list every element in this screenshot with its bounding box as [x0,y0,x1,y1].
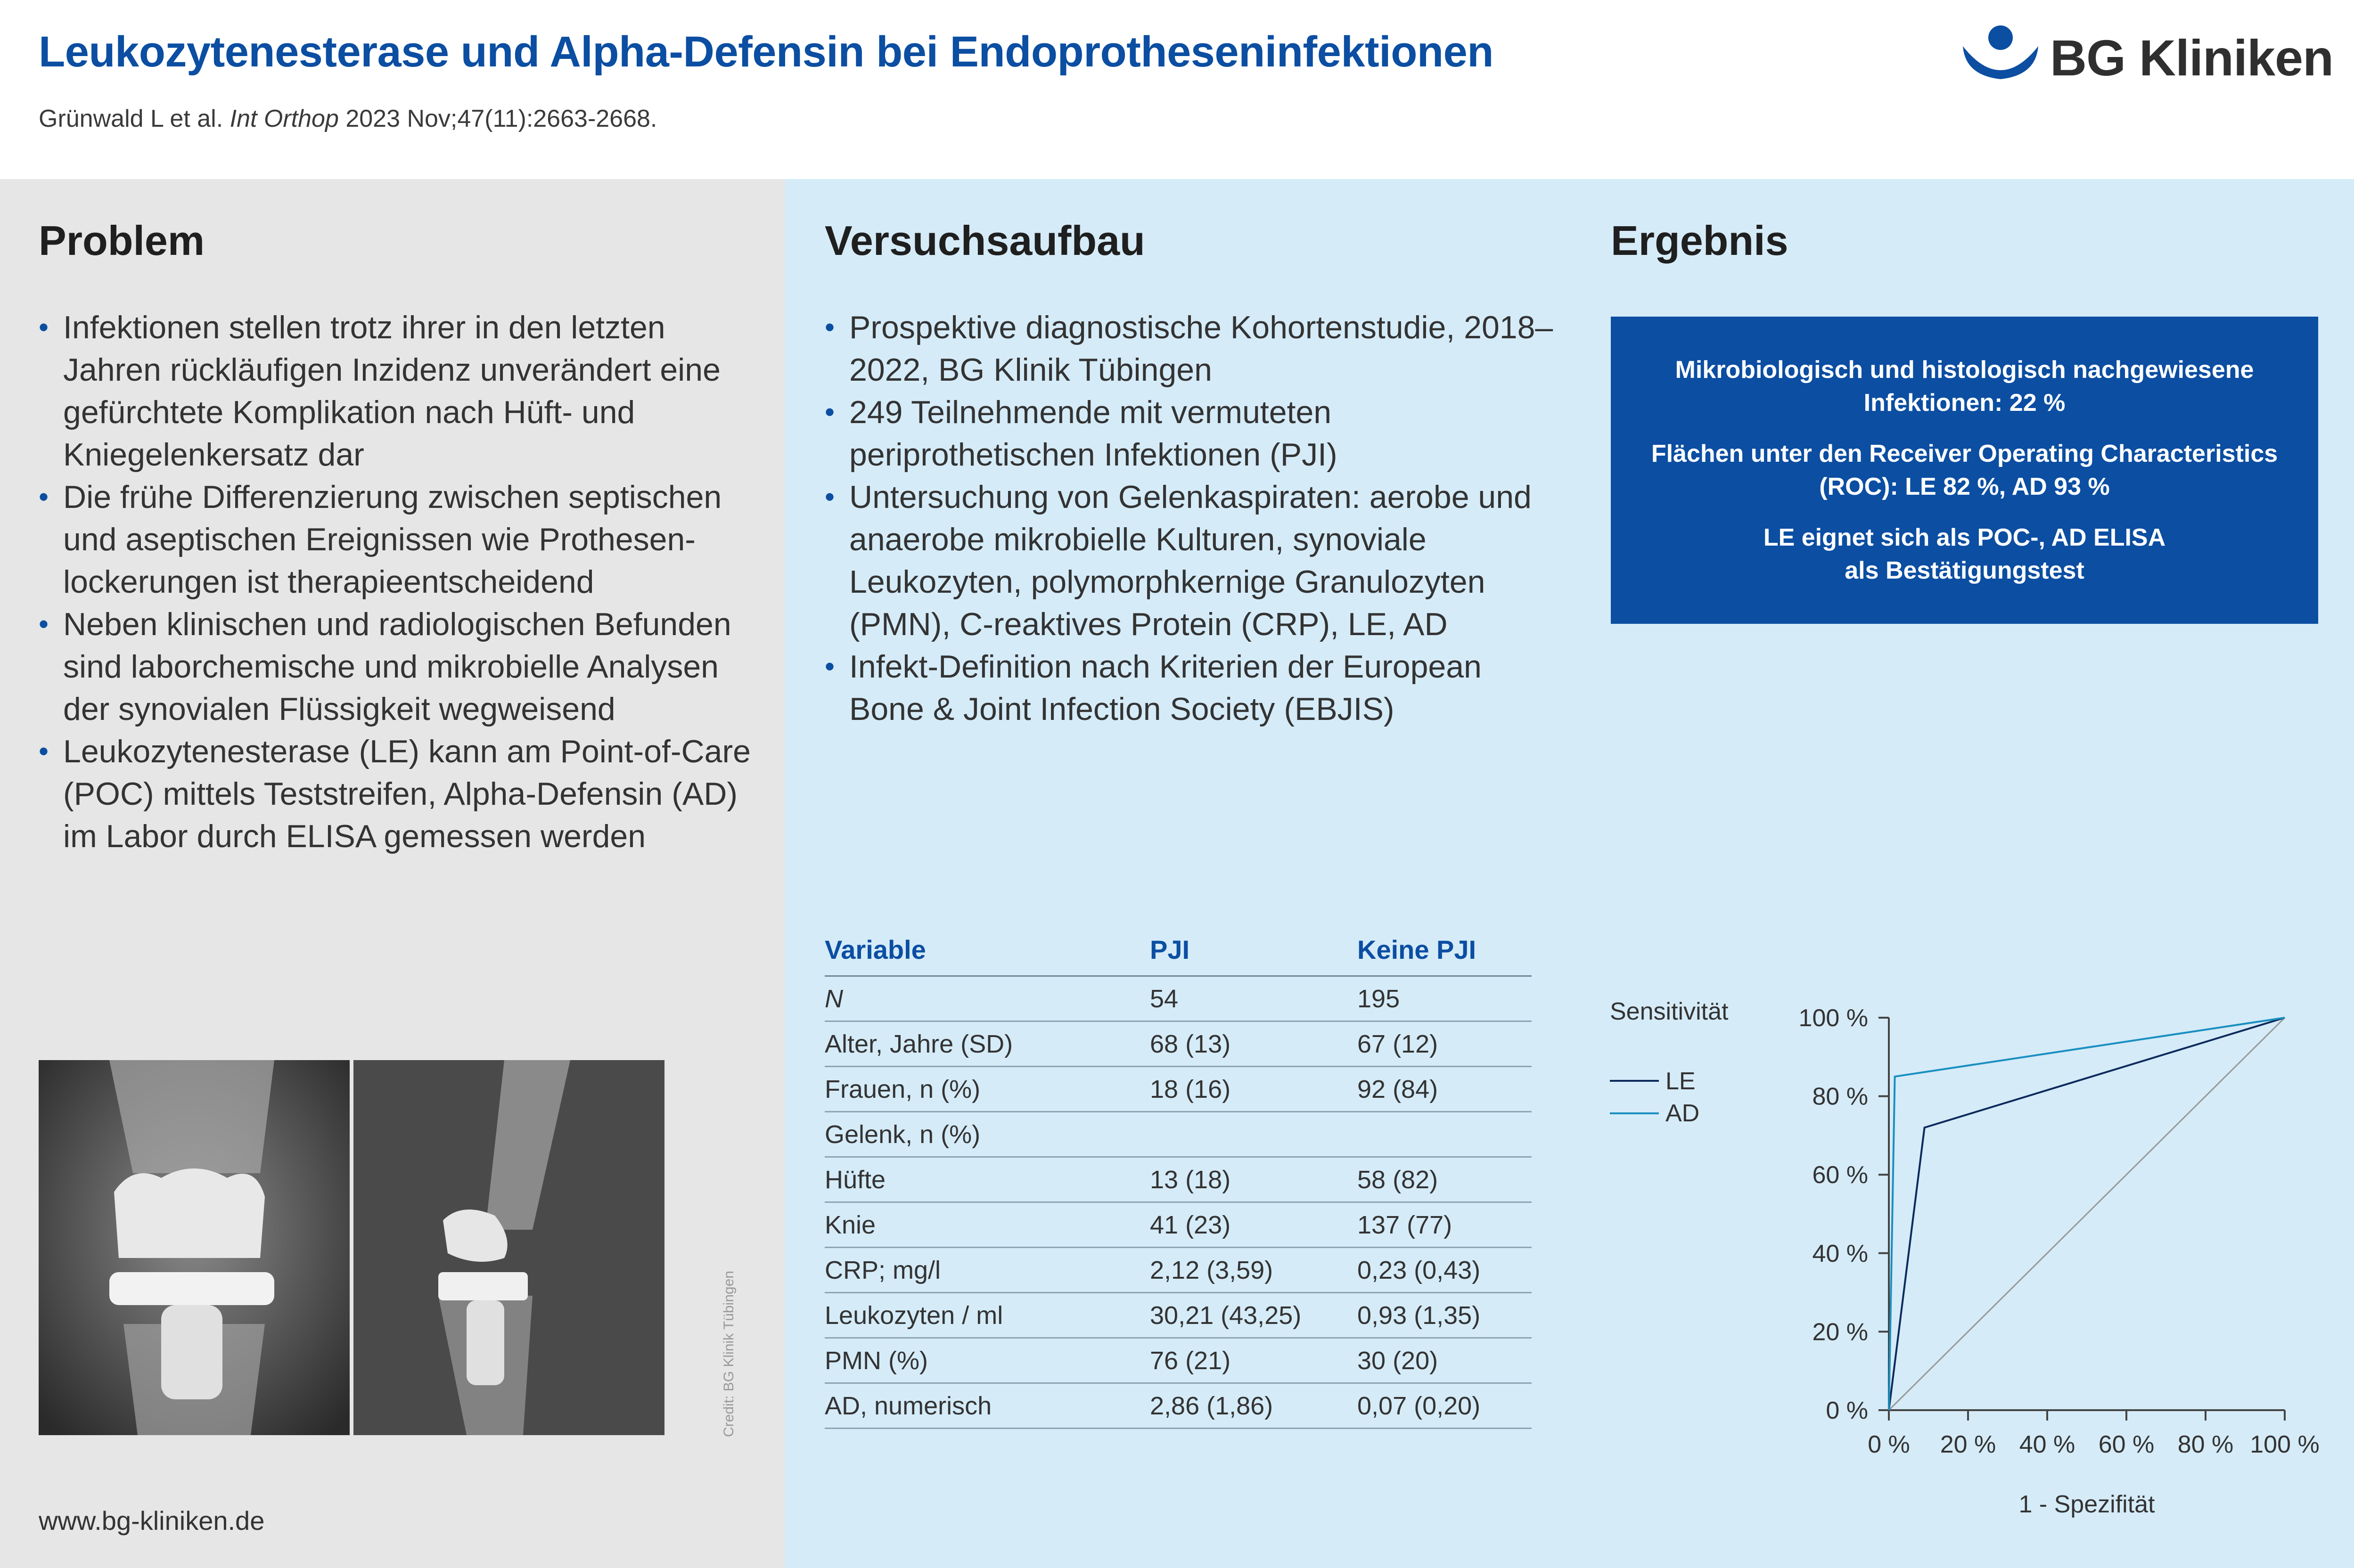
list-item: • Infekt-Definition nach Kriterien der European Bone & Joint Infection Society (EBJIS) [825,645,1560,730]
table-cell: 41 (23) [1150,1210,1231,1239]
table-row [825,1339,1532,1384]
result-heading: Ergebnis [1611,217,1788,264]
header [0,0,2354,179]
table-cell: 195 [1357,984,1400,1013]
series-line-reference [1889,1018,2285,1410]
x-tick-label: 0 % [1868,1431,1910,1458]
y-axis-label: Sensitivität [1610,998,1729,1025]
table-cell: 67 (12) [1357,1029,1438,1058]
table-cell: 0,93 (1,35) [1357,1301,1481,1330]
y-tick-label: 40 % [1812,1240,1868,1267]
legend-label-ad: AD [1665,1100,1700,1127]
table-cell: 54 [1150,984,1179,1013]
column-header: PJI [1150,934,1190,964]
setup-bullets [825,306,1560,730]
list-item: • Leukozytenesterase (LE) kann am Point-of-Care (POC) mittels Teststreifen, Alpha-Defensin (AD) im Labor durch ELISA gemessen werden [39,730,755,858]
y-tick-label: 20 % [1812,1318,1868,1346]
list-item: • Prospektive diagnostische Kohortenstudie, 2018–2022, BG Klinik Tübingen [825,306,1560,391]
roc-chart-svg [1593,980,2347,1531]
y-tick-label: 60 % [1812,1161,1868,1189]
table-cell: Leukozyten / ml [825,1301,1003,1330]
table-cell: 13 (18) [1150,1165,1231,1194]
table-cell: 2,86 (1,86) [1150,1391,1273,1420]
list-item: • Infektionen stellen trotz ihrer in den letzten Jahren rückläufigen Inzidenz unverändert eine gefürchtete Komplikation nach Hüft- und Kniegelenkersatz dar [39,306,755,476]
table-cell: CRP; mg/l [825,1256,941,1284]
table-cell: Knie [825,1210,876,1239]
setup-heading: Versuchsaufbau [825,217,1145,264]
roc-chart [1593,980,2347,1531]
citation-authors: Grünwald L et al. [39,105,223,132]
y-tick-label: 80 % [1812,1083,1868,1111]
logo-text: BG Kliniken [2050,29,2334,86]
problem-bullets [39,306,755,858]
result-summary-box [1611,317,2318,624]
table-header [825,923,1532,977]
table-cell: Alter, Jahre (SD) [825,1029,1013,1058]
table-cell: Gelenk, n (%) [825,1120,981,1149]
list-item: • 249 Teilnehmende mit vermuteten periprothetischen Infektionen (PJI) [825,391,1560,476]
table-cell: 2,12 (3,59) [1150,1256,1273,1284]
logo [1960,24,2334,94]
result-line: (ROC): LE 82 %, AD 93 % [1819,473,2110,500]
table-cell: 18 (16) [1150,1075,1231,1103]
citation-details: 2023 Nov;47(11):2663-2668. [345,105,657,132]
xray-image-front [39,1060,350,1435]
footer-url[interactable]: www.bg-kliniken.de [39,1506,265,1535]
result-line: Infektionen: 22 % [1863,389,2066,416]
column-header: Keine PJI [1357,934,1476,964]
legend-label-le: LE [1665,1068,1696,1095]
table-cell: N [825,984,843,1013]
table-row [825,1112,1532,1158]
table-cell: 0,23 (0,43) [1357,1256,1481,1284]
result-line: Mikrobiologisch und histologisch nachgewiesene [1675,356,2254,384]
x-tick-label: 80 % [2177,1431,2234,1458]
table-cell: 58 (82) [1357,1165,1438,1194]
table-cell: 30 (20) [1357,1346,1438,1375]
table-row [825,1384,1532,1429]
table-row [825,1022,1532,1067]
table-row [825,977,1532,1022]
table-row [825,1248,1532,1293]
xray-image-lateral [353,1060,664,1435]
table-row [825,1293,1532,1339]
table-row [825,1158,1532,1203]
list-item: • Die frühe Differenzierung zwischen septischen und aseptischen Ereignissen wie Prothesen-lockerungen ist therapieentscheidend [39,476,755,603]
table-cell: AD, numerisch [825,1391,992,1420]
result-line: LE eignet sich als POC-, AD ELISA [1763,524,2166,551]
x-tick-label: 100 % [2250,1431,2320,1458]
x-tick-label: 40 % [2019,1431,2075,1458]
result-line: als Bestätigungstest [1845,557,2084,584]
table-cell: 68 (13) [1150,1029,1231,1058]
image-credit: Credit: BG Klinik Tübingen [721,1271,737,1437]
table-row [825,1067,1532,1112]
citation-journal: Int Orthop [230,105,339,132]
result-line: Flächen unter den Receiver Operating Characteristics [1651,440,2278,467]
table-row [825,1203,1532,1248]
citation [39,105,657,133]
cohort-table [825,923,1532,1429]
table-cell: 0,07 (0,20) [1357,1391,1481,1420]
x-axis-label: 1 - Spezifität [2018,1491,2155,1518]
table-cell: PMN (%) [825,1346,928,1375]
problem-heading: Problem [39,217,205,264]
list-item: • Untersuchung von Gelenkaspiraten: aerobe und anaerobe mikrobielle Kulturen, synoviale Leukozyten, polymorphkernige Granulozyten (PMN), C-reaktives Protein (CRP), LE, AD [825,476,1560,645]
table-cell: Hüfte [825,1165,886,1194]
x-tick-label: 20 % [1940,1431,1996,1458]
table-cell: 30,21 (43,25) [1150,1301,1302,1330]
table-cell: 92 (84) [1357,1075,1438,1103]
y-tick-label: 0 % [1826,1397,1868,1424]
list-item: • Neben klinischen und radiologischen Befunden sind laborchemische und mikrobielle Analysen der synovialen Flüssigkeit wegweisend [39,603,755,730]
table-cell: 76 (21) [1150,1346,1231,1375]
page-title: Leukozytenesterase und Alpha-Defensin bei Endoprotheseninfektionen [39,28,1493,76]
x-tick-label: 60 % [2098,1431,2155,1458]
y-tick-label: 100 % [1798,1004,1868,1032]
column-header: Variable [825,934,926,964]
table-cell: Frauen, n (%) [825,1075,981,1103]
bg-kliniken-logo-icon [1960,24,2041,90]
table-cell: 137 (77) [1357,1210,1452,1239]
